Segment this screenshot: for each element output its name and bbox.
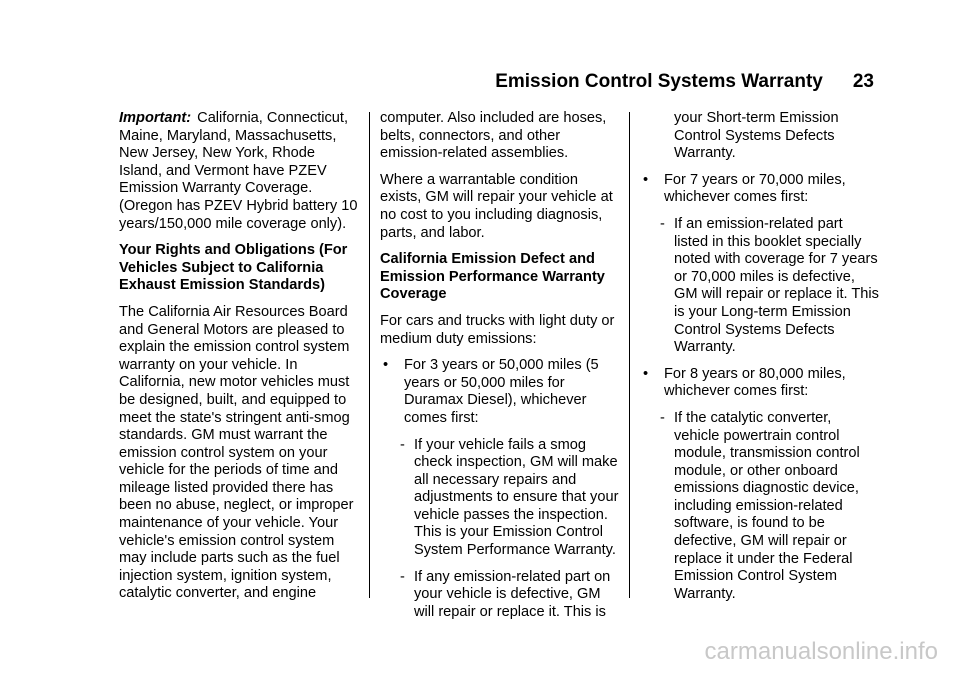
important-paragraph bbox=[119, 110, 359, 233]
bullet-mark: • bbox=[643, 171, 649, 188]
sub-item-text: If any emission-related part on your vehicle is defective, GM will repair or replace it. This is bbox=[414, 568, 611, 620]
column-3 bbox=[640, 110, 880, 612]
page-header bbox=[495, 70, 874, 94]
list-item-7yr bbox=[640, 172, 880, 207]
sub-item-text: If your vehicle fails a smog check inspection, GM will make all necessary repairs and adjustments to ensure that your vehicle passes the inspection. This is your Emission Control System Performance Warranty. bbox=[414, 436, 619, 559]
page-title: Emission Control Systems Warranty bbox=[495, 71, 823, 92]
sub-item-long-term bbox=[640, 216, 880, 357]
list-item-text: For 3 years or 50,000 miles (5 years or 50,000 miles for Duramax Diesel), whichever comes first: bbox=[404, 357, 599, 426]
sub-item-defective-part bbox=[380, 569, 620, 622]
watermark: carmanualsonline.info bbox=[704, 638, 938, 665]
column-divider-1 bbox=[369, 112, 370, 598]
rights-paragraph: The California Air Resources Board and General Motors are pleased to explain the emission control system warranty on your vehicle. In California, new motor vehicles must be designed, built, and equipped to meet the state's stringent anti-smog standards. GM must warrant the emission control system on your vehicle for the periods of time and mileage listed provided there has been no abuse, neglect, or improper maintenance of your vehicle. Your vehicle's emission control system may include parts such as the fuel injection system, ignition system, catalytic converter, and engine bbox=[119, 303, 354, 602]
dash-mark: - bbox=[660, 215, 665, 232]
sub-item-text: If an emission-related part listed in this booklet specially noted with coverage for 7 years or 70,000 miles is defective, GM will repair or replace it. This is your Long-term Emission Control Systems Defects Warranty. bbox=[674, 215, 879, 356]
list-item-3yr bbox=[380, 357, 620, 427]
column-1 bbox=[119, 110, 359, 612]
sub-item-continued: your Short-term Emission Control Systems Defects Warranty. bbox=[674, 110, 839, 162]
dash-mark: - bbox=[400, 568, 405, 585]
list-item-text: For 7 years or 70,000 miles, whichever comes first: bbox=[664, 171, 846, 206]
page-number: 23 bbox=[852, 71, 874, 92]
column-divider-2 bbox=[629, 112, 630, 598]
bullet-mark: • bbox=[383, 357, 389, 374]
california-heading: California Emission Defect and Emission Performance Warranty Coverage bbox=[380, 251, 605, 303]
bullet-mark: • bbox=[643, 365, 649, 382]
sub-item-text: If the catalytic converter, vehicle powertrain control module, transmission control module, or other onboard emissions diagnostic device, including emission-related software, is found to be defective, GM will repair or replace it under the Federal Emission Control System Warranty. bbox=[674, 409, 860, 602]
rights-heading: Your Rights and Obligations (For Vehicles Subject to California Exhaust Emission Standards) bbox=[119, 242, 348, 294]
list-item-text: For 8 years or 80,000 miles, whichever comes first: bbox=[664, 365, 846, 400]
dash-mark: - bbox=[400, 436, 405, 453]
important-label: Important: bbox=[119, 110, 192, 126]
sub-item-catalytic bbox=[640, 410, 880, 604]
column-2 bbox=[380, 110, 620, 630]
defect-paragraph: Where a warrantable condition exists, GM will repair your vehicle at no cost to you including diagnosis, parts, and labor. bbox=[380, 171, 613, 241]
dash-mark: - bbox=[660, 409, 665, 426]
continued-paragraph: computer. Also included are hoses, belts, connectors, and other emission-related assemblies. bbox=[380, 110, 607, 162]
important-text: California, Connecticut, Maine, Maryland, Massachusetts, New Jersey, New York, Rhode Island, and Vermont have PZEV Emission Warranty Coverage. (Oregon has PZEV Hybrid battery 10 years/150,000 mile coverage only). bbox=[119, 110, 358, 232]
california-intro: For cars and trucks with light duty or medium duty emissions: bbox=[380, 312, 615, 347]
list-item-8yr bbox=[640, 366, 880, 401]
sub-item-smog-check bbox=[380, 437, 620, 560]
